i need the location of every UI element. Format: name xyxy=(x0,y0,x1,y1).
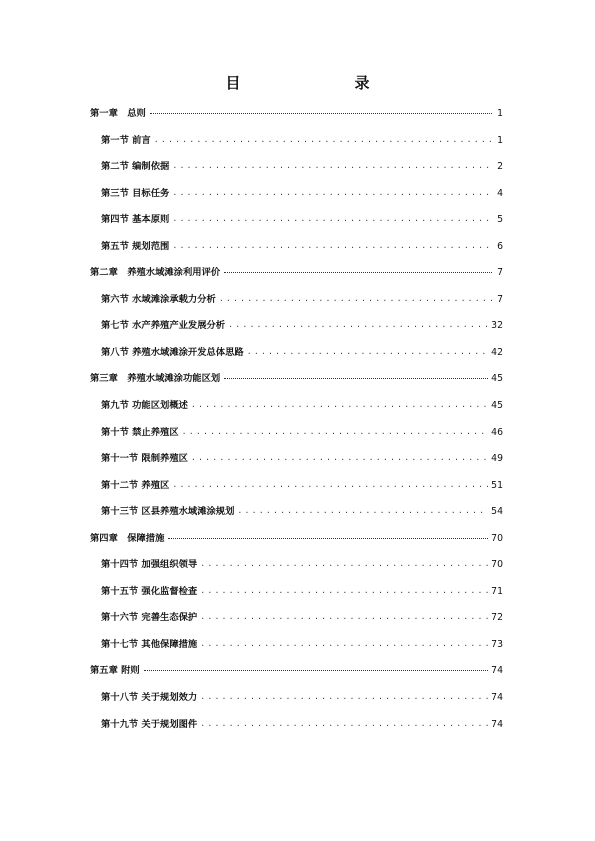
toc-section-entry[interactable] xyxy=(90,557,503,584)
toc-section-entry[interactable] xyxy=(90,292,503,319)
toc-dot-leader xyxy=(201,689,488,705)
toc-chapter-entry[interactable] xyxy=(90,531,503,558)
toc-entry-label: 第十三节 区县养殖水域滩涂规划 xyxy=(101,504,235,520)
toc-page-number: 73 xyxy=(491,638,503,650)
toc-page-number: 46 xyxy=(491,426,503,438)
toc-dot-leader xyxy=(201,583,488,599)
toc-section-entry[interactable] xyxy=(90,212,503,239)
toc-entry-label: 第四节 基本原则 xyxy=(101,212,170,228)
toc-chapter-entry[interactable] xyxy=(90,663,503,690)
toc-section-entry[interactable] xyxy=(90,425,503,452)
toc-section-entry[interactable] xyxy=(90,398,503,425)
toc-page-number: 4 xyxy=(497,187,503,199)
toc-entry-label: 第九节 功能区划概述 xyxy=(101,398,189,414)
toc-dot-leader xyxy=(220,291,492,307)
toc-dot-leader xyxy=(201,556,488,572)
toc-section-entry[interactable] xyxy=(90,637,503,664)
toc-section-entry[interactable] xyxy=(90,584,503,611)
toc-entry-label: 第十一节 限制养殖区 xyxy=(101,451,189,467)
toc-dot-leader xyxy=(155,132,492,148)
table-of-contents xyxy=(90,106,503,743)
toc-entry-label: 第三章 养殖水域滩涂功能区划 xyxy=(90,371,221,387)
toc-chapter-entry[interactable] xyxy=(90,371,503,398)
toc-section-entry[interactable] xyxy=(90,239,503,266)
toc-page-number: 45 xyxy=(491,400,503,412)
toc-entry-label: 第四章 保障措施 xyxy=(90,531,165,547)
toc-page-number: 6 xyxy=(497,240,503,252)
toc-title: 目 录 xyxy=(225,74,398,92)
toc-entry-label: 第十节 禁止养殖区 xyxy=(101,425,180,441)
toc-page-number: 32 xyxy=(491,320,503,332)
toc-dot-leader xyxy=(248,344,488,360)
toc-dot-leader xyxy=(173,477,488,493)
toc-page-number: 70 xyxy=(491,532,503,544)
toc-dot-leader xyxy=(173,185,492,201)
toc-dot-leader xyxy=(173,158,492,174)
toc-section-entry[interactable] xyxy=(90,345,503,372)
toc-page-number: 51 xyxy=(491,479,503,491)
toc-entry-label: 第十四节 加强组织领导 xyxy=(101,557,198,573)
toc-section-entry[interactable] xyxy=(90,133,503,160)
toc-entry-label: 第十八节 关于规划效力 xyxy=(101,690,198,706)
toc-entry-label: 第六节 水域滩涂承载力分析 xyxy=(101,292,217,308)
toc-dot-leader xyxy=(224,263,492,273)
toc-chapter-entry[interactable] xyxy=(90,265,503,292)
toc-entry-label: 第十七节 其他保障措施 xyxy=(101,637,198,653)
toc-dot-leader xyxy=(201,609,488,625)
toc-dot-leader xyxy=(224,369,488,379)
toc-dot-leader xyxy=(192,450,488,466)
toc-page-number: 2 xyxy=(497,161,503,173)
toc-entry-label: 第十九节 关于规划图件 xyxy=(101,717,198,733)
toc-dot-leader xyxy=(238,503,488,519)
toc-page-number: 45 xyxy=(491,373,503,385)
toc-page-number: 49 xyxy=(491,453,503,465)
toc-section-entry[interactable] xyxy=(90,717,503,744)
toc-dot-leader xyxy=(168,529,488,539)
toc-section-entry[interactable] xyxy=(90,186,503,213)
toc-section-entry[interactable] xyxy=(90,610,503,637)
toc-section-entry[interactable] xyxy=(90,504,503,531)
toc-page-number: 42 xyxy=(491,346,503,358)
toc-entry-label: 第一章 总则 xyxy=(90,106,147,122)
toc-dot-leader xyxy=(173,211,492,227)
toc-entry-label: 第十五节 强化监督检查 xyxy=(101,584,198,600)
toc-dot-leader xyxy=(229,317,488,333)
toc-entry-label: 第七节 水产养殖产业发展分析 xyxy=(101,318,226,334)
toc-entry-label: 第五章 附则 xyxy=(90,663,141,679)
toc-section-entry[interactable] xyxy=(90,690,503,717)
toc-page-number: 7 xyxy=(497,293,503,305)
toc-page-number: 70 xyxy=(491,559,503,571)
toc-dot-leader xyxy=(183,424,489,440)
toc-page-number: 1 xyxy=(497,108,503,119)
toc-page-number: 74 xyxy=(491,665,503,677)
toc-dot-leader xyxy=(201,716,488,732)
toc-entry-label: 第五节 规划范围 xyxy=(101,239,170,255)
toc-entry-label: 第十六节 完善生态保护 xyxy=(101,610,198,626)
toc-entry-label: 第八节 养殖水域滩涂开发总体思路 xyxy=(101,345,245,361)
toc-page-number: 54 xyxy=(491,506,503,518)
toc-dot-leader xyxy=(144,661,488,671)
toc-entry-label: 第二节 编制依据 xyxy=(101,159,170,175)
toc-entry-label: 第一节 前言 xyxy=(101,133,152,149)
toc-section-entry[interactable] xyxy=(90,318,503,345)
toc-page-number: 74 xyxy=(491,692,503,704)
toc-dot-leader xyxy=(150,104,492,114)
toc-page-number: 72 xyxy=(491,612,503,624)
toc-section-entry[interactable] xyxy=(90,451,503,478)
toc-dot-leader xyxy=(173,238,492,254)
toc-page-number: 74 xyxy=(491,718,503,730)
toc-chapter-entry[interactable] xyxy=(90,106,503,133)
toc-section-entry[interactable] xyxy=(90,478,503,505)
toc-page-number: 1 xyxy=(497,134,503,146)
toc-page-number: 7 xyxy=(497,267,503,279)
toc-entry-label: 第三节 目标任务 xyxy=(101,186,170,202)
toc-dot-leader xyxy=(192,397,488,413)
toc-page-number: 71 xyxy=(491,585,503,597)
toc-page-number: 5 xyxy=(497,214,503,226)
toc-entry-label: 第十二节 养殖区 xyxy=(101,478,170,494)
toc-dot-leader xyxy=(201,636,488,652)
toc-section-entry[interactable] xyxy=(90,159,503,186)
toc-entry-label: 第二章 养殖水域滩涂利用评价 xyxy=(90,265,221,281)
